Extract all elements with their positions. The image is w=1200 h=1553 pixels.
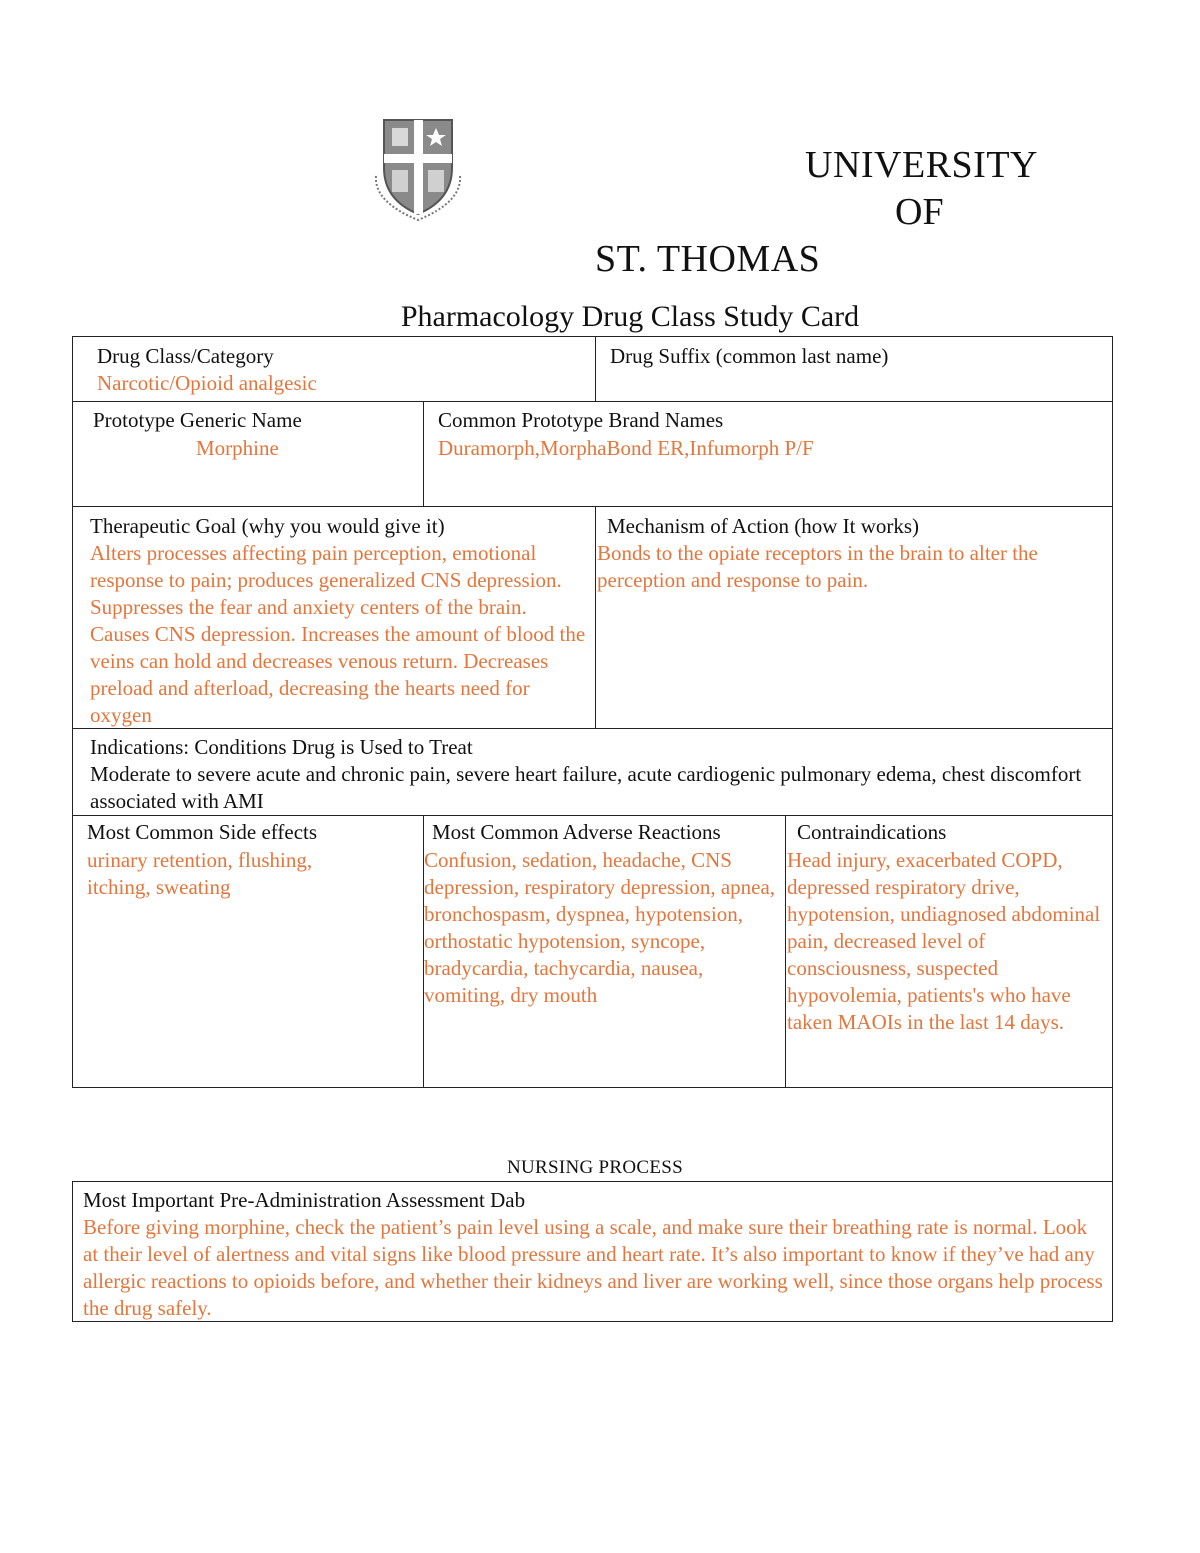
pre-administration-assessment-cell	[72, 1181, 1113, 1322]
drug-class-cell	[72, 336, 596, 402]
side-effects-value: urinary retention, flushing, itching, sweating	[87, 848, 313, 899]
adverse-reactions-value: Confusion, sedation, headache, CNS depression, respiratory depression, apnea, bronchospasm, dyspnea, hypotension, orthostatic hypotension, syncope, bradycardia, tachycardia, nausea, vomiting, dry mouth	[424, 848, 776, 1007]
contraindications-value: Head injury, exacerbated COPD, depressed respiratory drive, hypotension, undiagnosed abdominal pain, decreased level of consciousness, suspected hypovolemia, patients's who have taken MAOIs in the last 14 days.	[787, 848, 1101, 1034]
university-crest-icon	[370, 116, 466, 222]
therapeutic-goal-label: Therapeutic Goal (why you would give it)	[90, 514, 445, 538]
side-effects-label: Most Common Side effects	[87, 820, 318, 844]
nursing-process-title: NURSING PROCESS	[506, 1157, 684, 1178]
indications-label: Indications: Conditions Drug is Used to Treat	[90, 735, 473, 759]
drug-class-value: Narcotic/Opioid analgesic	[97, 371, 317, 395]
assessment-label: Most Important Pre-Administration Assessment Dab	[83, 1188, 526, 1212]
therapeutic-goal-value: Alters processes affecting pain perception, emotional response to pain; produces generalized CNS depression. Suppresses the fear and anxiety centers of the brain. Causes CNS depression. Increases the amount of blood the veins can hold and decreases venous return. Decreases preload and afterload, decreasing the hearts need for oxygen	[90, 541, 586, 727]
brand-names-label: Common Prototype Brand Names	[438, 408, 724, 432]
prototype-generic-label: Prototype Generic Name	[93, 408, 302, 432]
drug-suffix-label: Drug Suffix (common last name)	[610, 344, 889, 368]
indications-value: Moderate to severe acute and chronic pain, severe heart failure, acute cardiogenic pulmonary edema, chest discomfort associated with AMI	[90, 762, 1082, 813]
brand-names-value: Duramorph,MorphaBond ER,Infumorph P/F	[438, 436, 814, 460]
drug-class-label: Drug Class/Category	[97, 344, 274, 368]
mechanism-label: Mechanism of Action (how It works)	[607, 514, 920, 538]
contraindications-cell	[785, 815, 1113, 1088]
side-effects-cell	[72, 815, 424, 1088]
contraindications-label: Contraindications	[797, 820, 947, 844]
therapeutic-goal-cell	[72, 506, 596, 729]
university-name-line1: UNIVERSITY	[805, 144, 1038, 186]
university-name-line3: ST. THOMAS	[595, 238, 821, 280]
drug-suffix-cell	[595, 336, 1113, 402]
university-name-line2: OF	[895, 191, 944, 233]
prototype-generic-cell	[72, 401, 424, 507]
card-title: Pharmacology Drug Class Study Card	[400, 300, 860, 333]
indications-cell	[72, 728, 1113, 816]
assessment-value: Before giving morphine, check the patient’s pain level using a scale, and make sure their breathing rate is normal. Look at their level of alertness and vital signs like blood pressure and heart rate. It’s also important to know if they’ve had any allergic reactions to opioids before, and whether their kidneys and liver are working well, since those organs help process the drug safely.	[83, 1215, 1103, 1320]
adverse-reactions-cell	[423, 815, 786, 1088]
brand-names-cell	[423, 401, 1113, 507]
adverse-reactions-label: Most Common Adverse Reactions	[432, 820, 721, 844]
prototype-generic-value: Morphine	[196, 436, 279, 460]
mechanism-cell	[595, 506, 1113, 729]
mechanism-value: Bonds to the opiate receptors in the brain to alter the perception and response to pain.	[597, 541, 1038, 592]
